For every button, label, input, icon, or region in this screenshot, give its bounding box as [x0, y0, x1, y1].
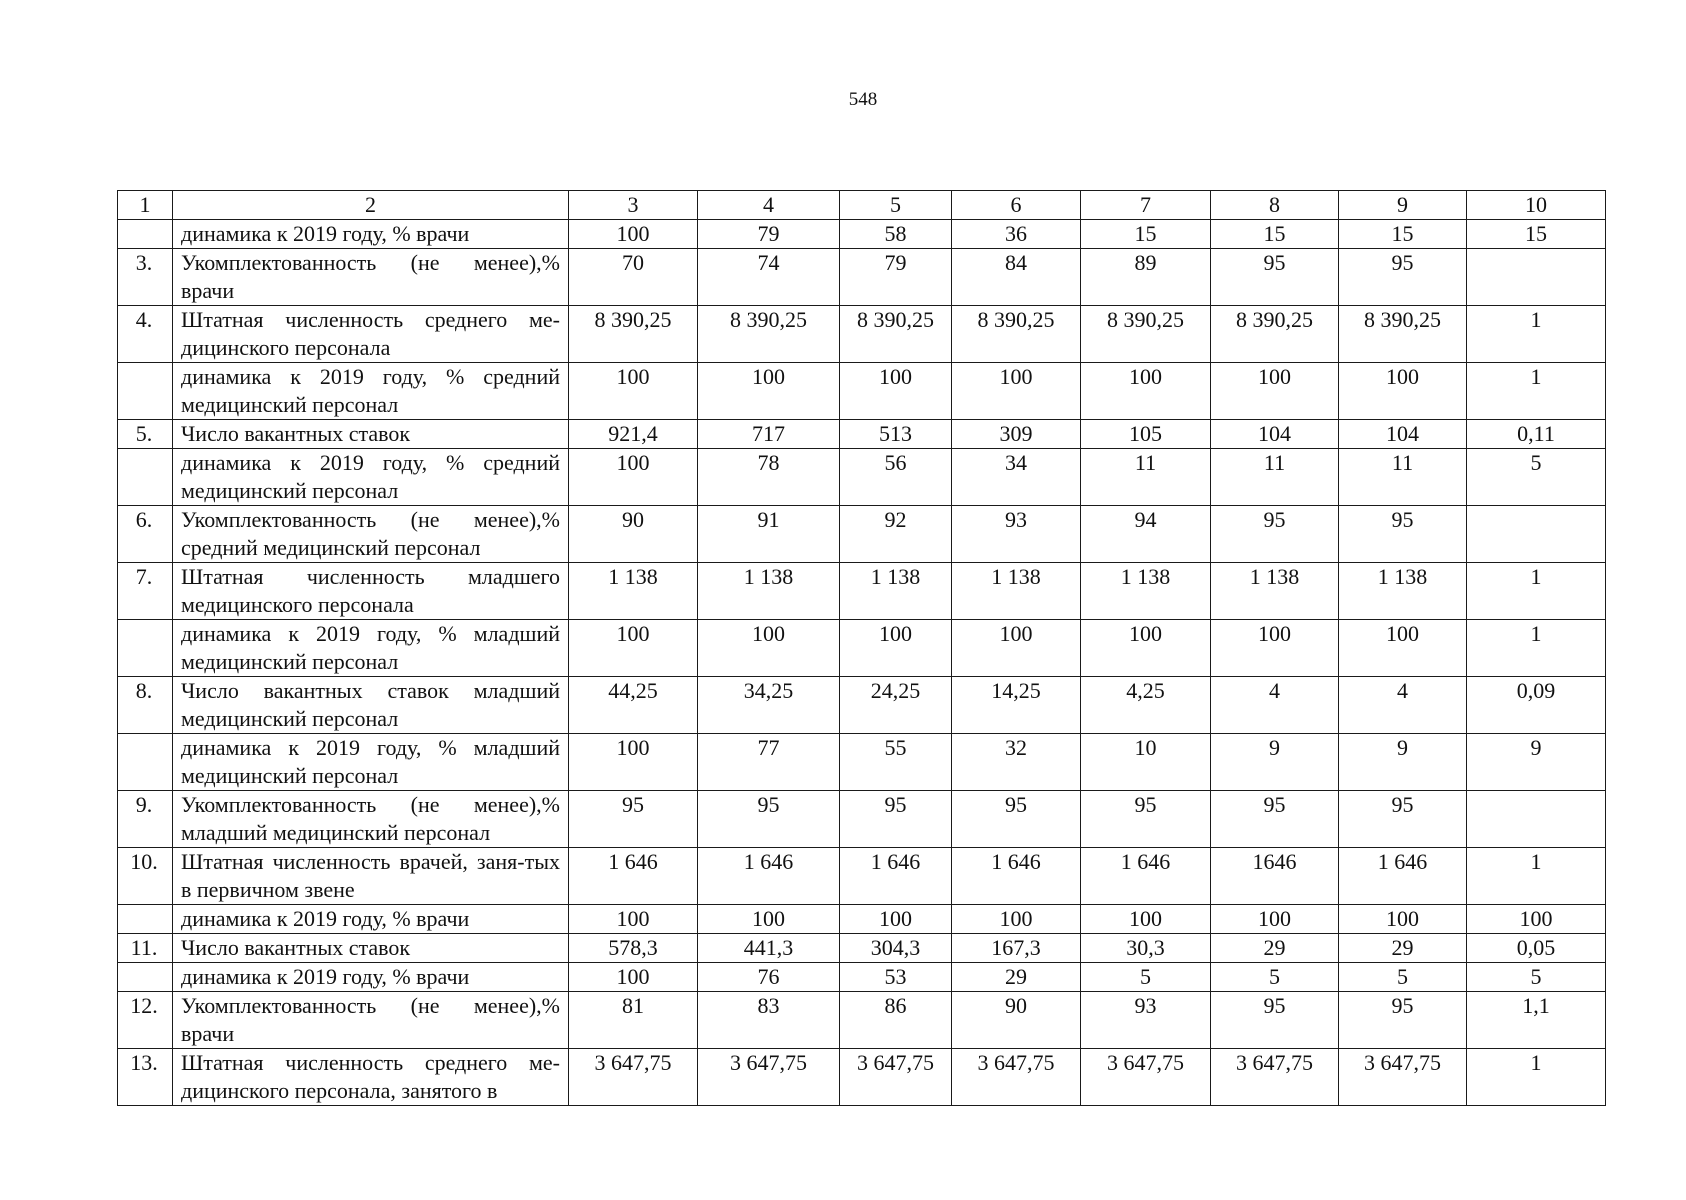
value-cell: 100 — [569, 620, 698, 677]
header-cell: 10 — [1467, 191, 1606, 220]
value-cell: 5 — [1467, 449, 1606, 506]
table-row — [118, 306, 1606, 363]
row-number: 12. — [118, 992, 173, 1049]
value-cell: 1 646 — [1081, 848, 1211, 905]
value-cell: 79 — [840, 249, 952, 306]
value-cell: 1 646 — [840, 848, 952, 905]
row-label: Штатная численность среднего ме-дицинского персонала — [173, 306, 569, 363]
header-cell: 9 — [1339, 191, 1467, 220]
table-row — [118, 563, 1606, 620]
value-cell: 29 — [952, 963, 1081, 992]
page-number: 548 — [848, 89, 878, 110]
row-number: 6. — [118, 506, 173, 563]
value-cell: 3 647,75 — [698, 1049, 840, 1106]
row-number: 5. — [118, 420, 173, 449]
value-cell: 9 — [1339, 734, 1467, 791]
row-label: динамика к 2019 году, % средний медицинский персонал — [173, 363, 569, 420]
value-cell: 4 — [1211, 677, 1339, 734]
row-number — [118, 905, 173, 934]
value-cell: 100 — [952, 363, 1081, 420]
value-cell: 5 — [1467, 963, 1606, 992]
value-cell: 8 390,25 — [1081, 306, 1211, 363]
value-cell: 56 — [840, 449, 952, 506]
table-row — [118, 449, 1606, 506]
value-cell: 24,25 — [840, 677, 952, 734]
value-cell: 9 — [1467, 734, 1606, 791]
row-number: 11. — [118, 934, 173, 963]
row-number — [118, 620, 173, 677]
row-label: Укомплектованность (не менее),% врачи — [173, 992, 569, 1049]
value-cell: 1 138 — [1211, 563, 1339, 620]
table-row — [118, 420, 1606, 449]
row-label: Число вакантных ставок — [173, 420, 569, 449]
value-cell: 1 646 — [1339, 848, 1467, 905]
value-cell: 95 — [1339, 992, 1467, 1049]
value-cell: 1 — [1467, 563, 1606, 620]
header-cell: 3 — [569, 191, 698, 220]
header-cell: 6 — [952, 191, 1081, 220]
value-cell: 578,3 — [569, 934, 698, 963]
value-cell: 95 — [698, 791, 840, 848]
value-cell: 70 — [569, 249, 698, 306]
value-cell: 1 — [1467, 1049, 1606, 1106]
value-cell: 1 138 — [569, 563, 698, 620]
value-cell: 3 647,75 — [1211, 1049, 1339, 1106]
table-row — [118, 677, 1606, 734]
table-row — [118, 1049, 1606, 1106]
value-cell: 8 390,25 — [569, 306, 698, 363]
header-cell: 7 — [1081, 191, 1211, 220]
header-cell: 2 — [173, 191, 569, 220]
value-cell — [1467, 791, 1606, 848]
value-cell: 100 — [569, 449, 698, 506]
value-cell: 717 — [698, 420, 840, 449]
value-cell: 4 — [1339, 677, 1467, 734]
table-row — [118, 506, 1606, 563]
row-number — [118, 734, 173, 791]
value-cell: 100 — [569, 220, 698, 249]
value-cell: 15 — [1467, 220, 1606, 249]
row-number — [118, 449, 173, 506]
row-label: динамика к 2019 году, % средний медицинский персонал — [173, 449, 569, 506]
row-label: Штатная численность среднего ме-дицинского персонала, занятого в — [173, 1049, 569, 1106]
value-cell: 3 647,75 — [840, 1049, 952, 1106]
value-cell: 74 — [698, 249, 840, 306]
value-cell: 81 — [569, 992, 698, 1049]
value-cell: 1 646 — [569, 848, 698, 905]
row-label: Укомплектованность (не менее),% средний медицинский персонал — [173, 506, 569, 563]
value-cell: 100 — [1081, 620, 1211, 677]
value-cell: 304,3 — [840, 934, 952, 963]
table-row — [118, 363, 1606, 420]
value-cell: 95 — [1339, 249, 1467, 306]
table-row — [118, 220, 1606, 249]
value-cell: 92 — [840, 506, 952, 563]
value-cell: 1 138 — [952, 563, 1081, 620]
header-cell: 4 — [698, 191, 840, 220]
row-label: динамика к 2019 году, % младший медицинский персонал — [173, 734, 569, 791]
row-label: Штатная численность врачей, заня-тых в первичном звене — [173, 848, 569, 905]
value-cell: 15 — [1339, 220, 1467, 249]
value-cell: 3 647,75 — [569, 1049, 698, 1106]
value-cell: 0,09 — [1467, 677, 1606, 734]
value-cell: 29 — [1339, 934, 1467, 963]
value-cell: 921,4 — [569, 420, 698, 449]
value-cell: 8 390,25 — [1211, 306, 1339, 363]
value-cell: 36 — [952, 220, 1081, 249]
value-cell: 100 — [698, 620, 840, 677]
header-cell: 8 — [1211, 191, 1339, 220]
value-cell: 95 — [569, 791, 698, 848]
row-label: Число вакантных ставок — [173, 934, 569, 963]
row-label: Укомплектованность (не менее),% врачи — [173, 249, 569, 306]
value-cell: 11 — [1339, 449, 1467, 506]
row-label: Штатная численность младшего медицинского персонала — [173, 563, 569, 620]
value-cell: 441,3 — [698, 934, 840, 963]
value-cell: 100 — [840, 905, 952, 934]
value-cell: 9 — [1211, 734, 1339, 791]
value-cell: 8 390,25 — [1339, 306, 1467, 363]
value-cell: 1 646 — [952, 848, 1081, 905]
value-cell: 100 — [1081, 905, 1211, 934]
value-cell: 34,25 — [698, 677, 840, 734]
value-cell: 1 138 — [698, 563, 840, 620]
value-cell: 100 — [1211, 363, 1339, 420]
value-cell: 105 — [1081, 420, 1211, 449]
value-cell: 5 — [1081, 963, 1211, 992]
value-cell: 14,25 — [952, 677, 1081, 734]
row-label: динамика к 2019 году, % врачи — [173, 220, 569, 249]
header-row — [118, 191, 1606, 220]
value-cell: 32 — [952, 734, 1081, 791]
table-row — [118, 791, 1606, 848]
value-cell: 86 — [840, 992, 952, 1049]
row-number — [118, 363, 173, 420]
value-cell: 29 — [1211, 934, 1339, 963]
value-cell: 55 — [840, 734, 952, 791]
value-cell: 100 — [1081, 363, 1211, 420]
value-cell: 95 — [840, 791, 952, 848]
value-cell: 1646 — [1211, 848, 1339, 905]
value-cell: 90 — [569, 506, 698, 563]
value-cell: 0,11 — [1467, 420, 1606, 449]
value-cell: 34 — [952, 449, 1081, 506]
row-number: 7. — [118, 563, 173, 620]
row-number: 9. — [118, 791, 173, 848]
row-label: Укомплектованность (не менее),% младший медицинский персонал — [173, 791, 569, 848]
table-row — [118, 905, 1606, 934]
value-cell: 91 — [698, 506, 840, 563]
value-cell: 76 — [698, 963, 840, 992]
value-cell: 3 647,75 — [1081, 1049, 1211, 1106]
value-cell: 100 — [840, 620, 952, 677]
value-cell: 100 — [1339, 905, 1467, 934]
value-cell: 44,25 — [569, 677, 698, 734]
value-cell: 1 — [1467, 306, 1606, 363]
value-cell: 79 — [698, 220, 840, 249]
table-row — [118, 734, 1606, 791]
value-cell: 11 — [1081, 449, 1211, 506]
header-cell: 5 — [840, 191, 952, 220]
value-cell: 95 — [1339, 791, 1467, 848]
value-cell: 8 390,25 — [952, 306, 1081, 363]
value-cell: 513 — [840, 420, 952, 449]
value-cell: 78 — [698, 449, 840, 506]
value-cell: 100 — [840, 363, 952, 420]
value-cell: 10 — [1081, 734, 1211, 791]
row-number: 4. — [118, 306, 173, 363]
value-cell: 90 — [952, 992, 1081, 1049]
table-row — [118, 934, 1606, 963]
value-cell: 93 — [1081, 992, 1211, 1049]
value-cell: 1 — [1467, 363, 1606, 420]
value-cell: 100 — [569, 963, 698, 992]
header-cell: 1 — [118, 191, 173, 220]
value-cell: 1 138 — [1081, 563, 1211, 620]
value-cell: 95 — [1339, 506, 1467, 563]
value-cell: 53 — [840, 963, 952, 992]
value-cell: 95 — [1211, 506, 1339, 563]
value-cell: 95 — [1211, 992, 1339, 1049]
value-cell: 11 — [1211, 449, 1339, 506]
row-number: 10. — [118, 848, 173, 905]
value-cell: 95 — [1211, 249, 1339, 306]
row-number: 13. — [118, 1049, 173, 1106]
table-row — [118, 249, 1606, 306]
row-label: динамика к 2019 году, % врачи — [173, 905, 569, 934]
value-cell: 100 — [569, 363, 698, 420]
value-cell: 1 138 — [840, 563, 952, 620]
value-cell: 100 — [569, 905, 698, 934]
value-cell: 8 390,25 — [698, 306, 840, 363]
table-body — [118, 191, 1606, 1106]
value-cell: 77 — [698, 734, 840, 791]
table-row — [118, 963, 1606, 992]
value-cell: 100 — [952, 905, 1081, 934]
row-label: динамика к 2019 году, % врачи — [173, 963, 569, 992]
value-cell: 1 138 — [1339, 563, 1467, 620]
value-cell — [1467, 249, 1606, 306]
value-cell: 100 — [952, 620, 1081, 677]
value-cell: 309 — [952, 420, 1081, 449]
value-cell: 167,3 — [952, 934, 1081, 963]
value-cell: 8 390,25 — [840, 306, 952, 363]
row-number — [118, 220, 173, 249]
value-cell: 93 — [952, 506, 1081, 563]
value-cell: 3 647,75 — [1339, 1049, 1467, 1106]
value-cell: 100 — [1467, 905, 1606, 934]
value-cell: 100 — [698, 363, 840, 420]
value-cell: 100 — [1339, 620, 1467, 677]
value-cell: 1 646 — [698, 848, 840, 905]
value-cell: 100 — [1211, 620, 1339, 677]
value-cell: 95 — [952, 791, 1081, 848]
value-cell: 95 — [1211, 791, 1339, 848]
value-cell: 4,25 — [1081, 677, 1211, 734]
value-cell: 1 — [1467, 848, 1606, 905]
table-row — [118, 620, 1606, 677]
value-cell: 94 — [1081, 506, 1211, 563]
value-cell: 100 — [698, 905, 840, 934]
value-cell: 95 — [1081, 791, 1211, 848]
table-row — [118, 992, 1606, 1049]
row-number: 8. — [118, 677, 173, 734]
value-cell: 100 — [569, 734, 698, 791]
value-cell — [1467, 506, 1606, 563]
value-cell: 5 — [1339, 963, 1467, 992]
staffing-table — [117, 190, 1606, 1106]
value-cell: 104 — [1211, 420, 1339, 449]
value-cell: 15 — [1211, 220, 1339, 249]
value-cell: 30,3 — [1081, 934, 1211, 963]
value-cell: 100 — [1211, 905, 1339, 934]
row-label: динамика к 2019 году, % младший медицинский персонал — [173, 620, 569, 677]
row-number: 3. — [118, 249, 173, 306]
value-cell: 3 647,75 — [952, 1049, 1081, 1106]
value-cell: 0,05 — [1467, 934, 1606, 963]
value-cell: 5 — [1211, 963, 1339, 992]
value-cell: 84 — [952, 249, 1081, 306]
value-cell: 100 — [1339, 363, 1467, 420]
value-cell: 89 — [1081, 249, 1211, 306]
value-cell: 1 — [1467, 620, 1606, 677]
value-cell: 104 — [1339, 420, 1467, 449]
value-cell: 58 — [840, 220, 952, 249]
value-cell: 83 — [698, 992, 840, 1049]
table-row — [118, 848, 1606, 905]
row-number — [118, 963, 173, 992]
row-label: Число вакантных ставок младший медицинский персонал — [173, 677, 569, 734]
value-cell: 15 — [1081, 220, 1211, 249]
value-cell: 1,1 — [1467, 992, 1606, 1049]
